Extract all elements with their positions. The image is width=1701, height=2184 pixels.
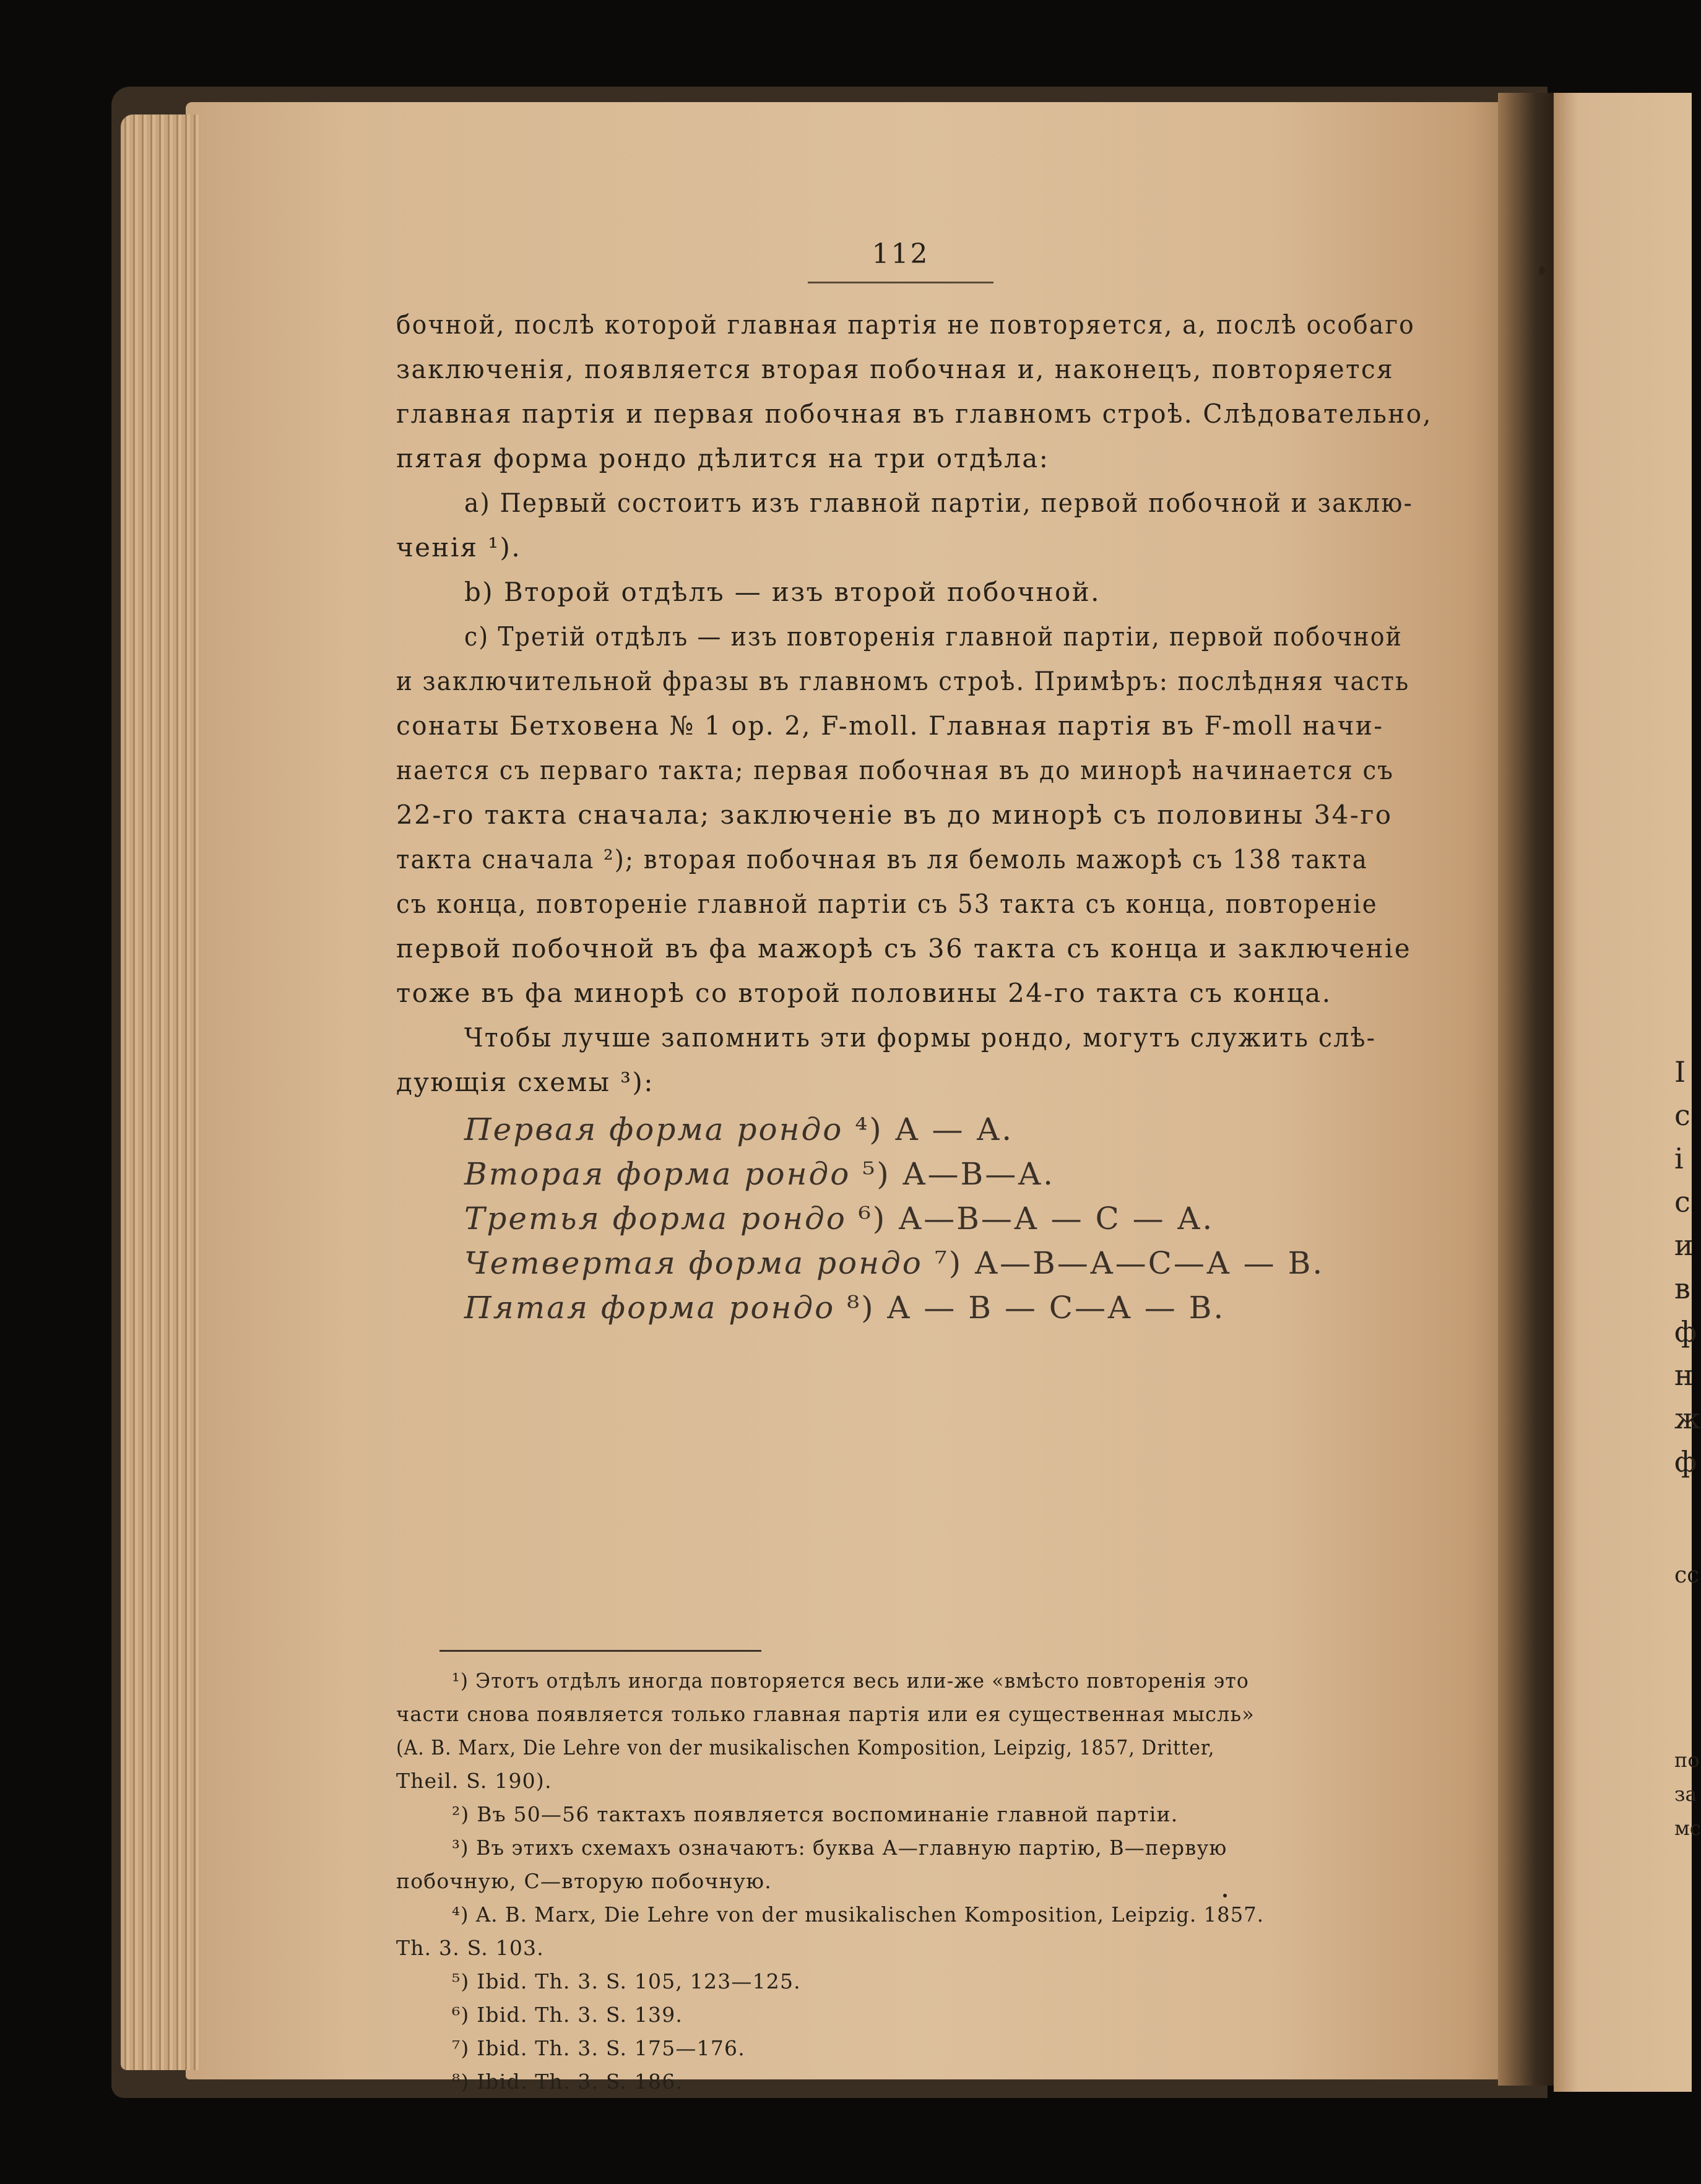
- footnote-line: побочную, С—вторую побочную.: [396, 1869, 772, 1893]
- right-page-fragment: І: [1674, 1055, 1686, 1089]
- body-line: заключенія, появляется вторая побочная и, наконецъ, повторяется: [396, 354, 1395, 384]
- schema-note: ⁸): [847, 1290, 875, 1326]
- right-page-fragment: в: [1674, 1272, 1690, 1305]
- body-line: b) Второй отдѣлъ — изъ второй побочной.: [464, 577, 1101, 607]
- schema-formula: А — В — С—А — В.: [886, 1290, 1226, 1326]
- footnote-line: ⁶) Ibid. Th. 3. S. 139.: [452, 2003, 683, 2027]
- footnote-line: части снова появляется только главная партія или ея существенная мысль»: [396, 1702, 1255, 1726]
- schema-name: Пятая форма рондо: [464, 1290, 836, 1326]
- schema-name: Первая форма рондо: [464, 1111, 844, 1147]
- schema-line-4: [464, 1245, 1324, 1281]
- header-rule: [808, 282, 993, 283]
- right-page-fragment: с: [1674, 1185, 1690, 1219]
- body-line: такта сначала ²); вторая побочная въ ля бемоль мажорѣ съ 138 такта: [396, 844, 1368, 874]
- right-page-fragment: ж: [1674, 1402, 1701, 1435]
- body-line: первой побочной въ фа мажорѣ съ 36 такта съ конца и заключеніе: [396, 933, 1411, 964]
- body-line: с) Третій отдѣлъ — изъ повторенія главной партіи, первой побочной: [464, 621, 1403, 652]
- body-line: Чтобы лучше запомнить эти формы рондо, могутъ служить слѣ-: [464, 1022, 1377, 1053]
- body-line: пятая форма рондо дѣлится на три отдѣла:: [396, 443, 1050, 473]
- footnote-line: ²) Въ 50—56 тактахъ появляется воспоминаніе главной партіи.: [452, 1802, 1179, 1826]
- schema-line-2: [464, 1156, 1055, 1192]
- right-page-fragment: ф: [1674, 1315, 1697, 1349]
- footnote-rule: [439, 1650, 761, 1652]
- right-page-fragment: с: [1674, 1098, 1690, 1132]
- right-page-fragment: сс: [1674, 1563, 1700, 1588]
- schema-formula: А—В—А — С — А.: [898, 1201, 1214, 1237]
- schema-name: Вторая форма рондо: [464, 1156, 851, 1192]
- right-page-fragment: ф: [1674, 1445, 1697, 1478]
- body-line: и заключительной фразы въ главномъ строѣ. Примѣръ: послѣдняя часть: [396, 666, 1410, 696]
- schema-name: Четвертая форма рондо: [464, 1245, 923, 1281]
- footnote-line: Theil. S. 190).: [396, 1769, 552, 1793]
- right-page-paper: [1554, 93, 1692, 2092]
- right-page-fragment: мс: [1674, 1816, 1701, 1840]
- schema-formula: А—В—А—С—А — В.: [974, 1245, 1325, 1281]
- right-page-fragment: по: [1674, 1748, 1700, 1772]
- footnote-line: ⁸) Ibid. Th. 3. S. 186.: [452, 2070, 683, 2094]
- footnote-line: ¹) Этотъ отдѣлъ иногда повторяется весь или-же «вмѣсто повторенія это: [452, 1668, 1249, 1693]
- page-number: 112: [872, 238, 930, 270]
- body-line: главная партія и первая побочная въ главномъ строѣ. Слѣдовательно,: [396, 399, 1432, 429]
- schema-line-3: [464, 1201, 1214, 1237]
- schema-name: Третья форма рондо: [464, 1201, 847, 1237]
- schema-note: ⁷): [934, 1245, 963, 1281]
- schema-formula: А — А.: [894, 1111, 1014, 1147]
- right-page-fragment: за: [1674, 1782, 1697, 1806]
- body-line: тоже въ фа минорѣ со второй половины 24-го такта съ конца.: [396, 978, 1332, 1008]
- right-page-fragment: н: [1674, 1358, 1694, 1392]
- body-line: сонаты Бетховена № 1 op. 2, F-moll. Главная партія въ F-moll начи-: [396, 710, 1384, 741]
- footnote-line: ⁴) A. B. Marx, Die Lehre von der musikalischen Komposition, Leipzig. 1857.: [452, 1902, 1265, 1927]
- schema-line-1: [464, 1111, 1013, 1147]
- schema-note: ⁴): [855, 1111, 883, 1147]
- body-line: 22-го такта сначала; заключеніе въ до минорѣ съ половины 34-го: [396, 800, 1393, 830]
- schema-note: ⁵): [862, 1156, 891, 1192]
- footnote-line: ⁷) Ibid. Th. 3. S. 175—176.: [452, 2036, 745, 2060]
- right-page-fragment: и: [1674, 1228, 1694, 1262]
- body-line: дующія схемы ³):: [396, 1067, 654, 1097]
- page-content: [396, 229, 1432, 2094]
- schema-formula: А—В—А.: [902, 1156, 1055, 1192]
- body-line: съ конца, повтореніе главной партіи съ 53 такта съ конца, повтореніе: [396, 889, 1378, 919]
- body-line: бочной, послѣ которой главная партія не повторяется, а, послѣ особаго: [396, 309, 1415, 340]
- schema-note: ⁶): [858, 1201, 887, 1237]
- footnote-line: Th. 3. S. 103.: [396, 1936, 544, 1960]
- right-page-fragment: і: [1674, 1142, 1684, 1175]
- page-stack-edge: [121, 114, 201, 2070]
- footnote-line: ⁵) Ibid. Th. 3. S. 105, 123—125.: [452, 1969, 801, 1993]
- body-line: а) Первый состоитъ изъ главной партіи, первой побочной и заклю-: [464, 488, 1414, 518]
- footnote-line: (A. B. Marx, Die Lehre von der musikalischen Komposition, Leipzig, 1857, Dritter,: [396, 1735, 1215, 1759]
- body-line: нается съ перваго такта; первая побочная въ до минорѣ начинается съ: [396, 755, 1395, 785]
- paper-speck: [1223, 1894, 1227, 1897]
- footnote-line: ³) Въ этихъ схемахъ означаютъ: буква А—главную партію, В—первую: [452, 1836, 1227, 1860]
- paper-speck: [1539, 266, 1545, 275]
- body-line: ченія ¹).: [396, 532, 522, 563]
- schema-line-5: [464, 1290, 1225, 1326]
